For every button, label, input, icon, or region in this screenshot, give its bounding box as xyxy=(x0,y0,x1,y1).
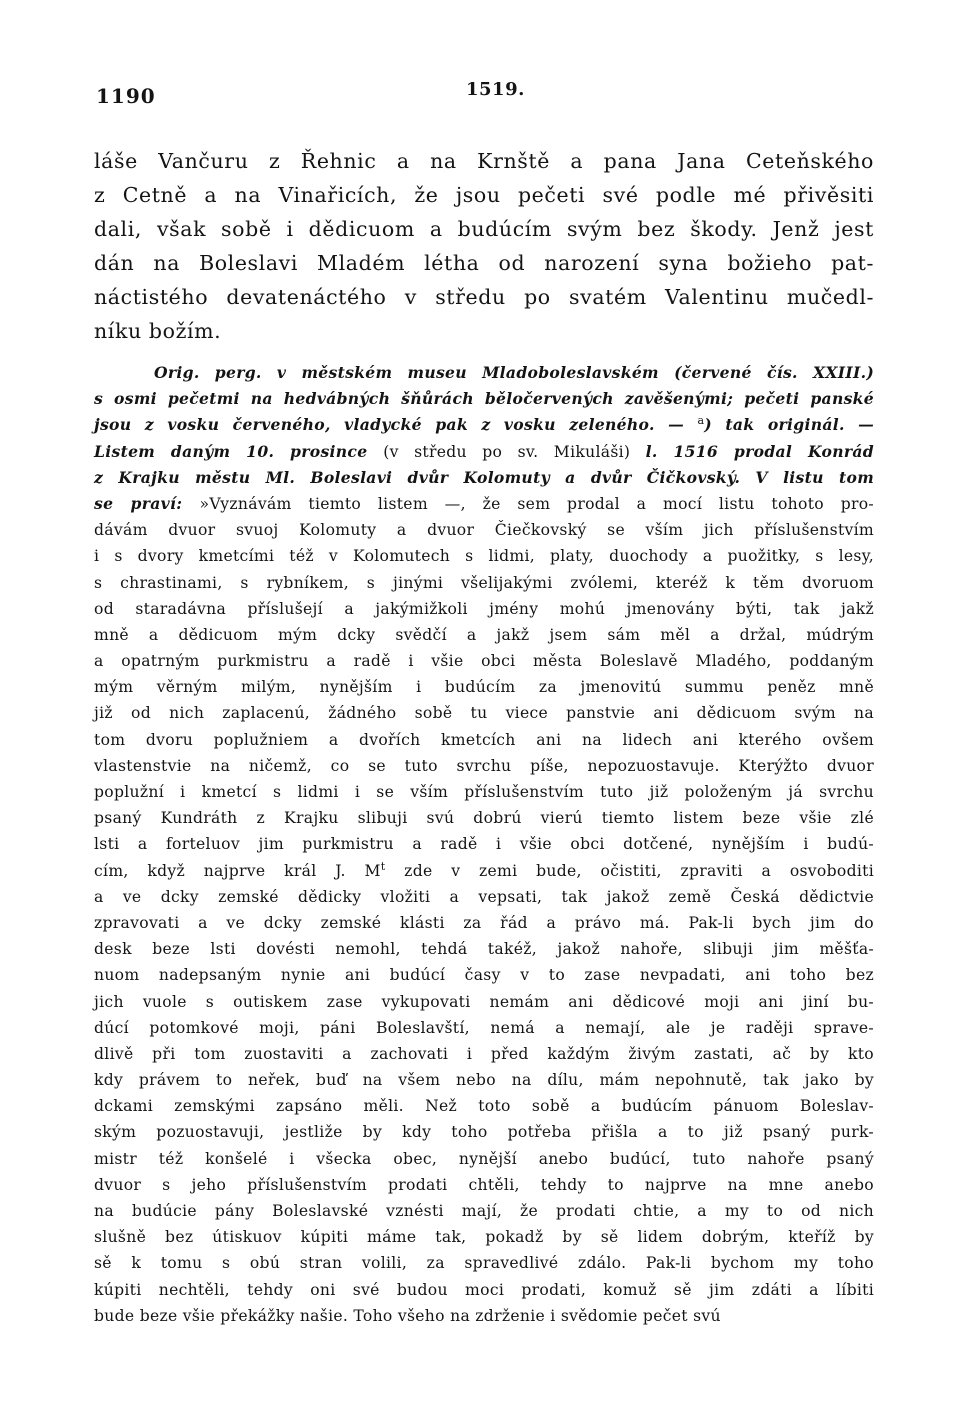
note-text: lsti a forteluov jim purkmistru a radě i všie obci dotčené, nynějším i budú- xyxy=(94,835,874,854)
note-line xyxy=(94,727,874,753)
note-line xyxy=(94,700,874,726)
note-text: sě k tomu s obú stran volili, za spravedlivé zdálo. Pak-li bychom my toho xyxy=(94,1254,874,1273)
note-line xyxy=(94,596,874,622)
text-line: náctistého devatenáctého v středu po svatém Valentinu mučedl- xyxy=(94,285,874,309)
note-text: dlivě při tom zuostaviti a zachovati i před každým živým zastati, ač by kto xyxy=(94,1044,874,1063)
note-text: na budúcie pány Boleslavské vznésti mají, že prodati chtie, a my to od nich xyxy=(94,1202,874,1220)
note-text: od staradávna příslušejí a jakýmižkoli jmény mohú jmenovány býti, tak jakž xyxy=(94,599,874,618)
editorial-notes xyxy=(94,360,874,1329)
note-text: dúcí potomkové moji, páni Boleslavští, nemá a nemají, ale je raději sprave- xyxy=(94,1018,874,1037)
italic-text: z Krajku městu Ml. Boleslavi dvůr Kolomuty a dvůr Čičkovský. V listu tom xyxy=(94,467,874,487)
note-line xyxy=(94,412,874,438)
note-line xyxy=(94,1093,874,1119)
note-line xyxy=(94,962,874,988)
note-text: dckami zemskými zapsáno měli. Než toto sobě a budúcím pánuom Boleslav- xyxy=(94,1097,874,1116)
note-line xyxy=(94,674,874,700)
superscript-text: t xyxy=(380,859,386,873)
note-line xyxy=(94,1119,874,1145)
note-line xyxy=(94,989,874,1015)
note-line xyxy=(94,1224,874,1250)
note-text: s chrastinami, s rybníkem, s jinými všelijakými zvólemi, kteréž k těm dvoruom xyxy=(94,573,874,592)
note-text: slušně bez útiskuov kúpiti máme tak, pokadž by sě lidem dobrým, kteříž by xyxy=(94,1228,874,1247)
note-line xyxy=(94,491,874,517)
note-line xyxy=(94,543,874,569)
note-text: poplužní i kmetcí s lidmi i se vším příslušenstvím tuto již položeným já svrchu xyxy=(94,783,874,801)
note-text: a ve dcky zemské dědicky vložiti a vepsati, tak jakož země Česká dědictvie xyxy=(94,887,874,906)
note-line xyxy=(94,831,874,857)
italic-text: se praví: xyxy=(94,493,200,513)
italic-text: jsou z vosku červeného, vladycké pak z vosku zeleného. — xyxy=(94,415,698,435)
italic-text: s osmi pečetmi na hedvábných šňůrách běločervených zavěšenými; pečeti panské xyxy=(94,389,874,409)
note-text: dávám dvuor svuoj Kolomuty a dvuor Čiečkovský se vším jich příslušenstvím xyxy=(94,521,874,540)
note-line xyxy=(94,1146,874,1172)
text-line: níku božím. xyxy=(94,319,222,343)
note-text: (v středu po sv. Mikuláši) xyxy=(383,442,646,461)
text-line: dali, však sobě i dědicuom a budúcím svým bez škody. Jenž jest xyxy=(94,217,874,241)
page-header xyxy=(0,79,960,114)
note-text: dvuor s jeho příslušenstvím prodati chtěli, tehdy to najprve na mne anebo xyxy=(94,1175,874,1194)
note-text: zpravovati a ve dcky zemské klásti za řád a právo má. Pak-li bych jim do xyxy=(94,913,874,932)
note-text: kúpiti nechtěli, tehdy oni své budou moci prodati, komuž sě jim zdáti a líbiti xyxy=(94,1280,874,1299)
note-line xyxy=(94,1277,874,1303)
note-line xyxy=(94,753,874,779)
note-line xyxy=(94,648,874,674)
note-text: mně a dědicuom mým dcky svědčí a jakž jsem sám měl a držal, múdrým xyxy=(94,625,874,644)
note-text: nuom nadepsaným nynie ani budúcí časy v to zase nevpadati, ani toho bez xyxy=(94,966,874,985)
text-line: dán na Boleslavi Mladém létha od narození syna božieho pat- xyxy=(94,251,874,275)
italic-text: l. 1516 prodal Konrád xyxy=(645,441,874,461)
note-line xyxy=(94,805,874,831)
note-text: a opatrným purkmistru a radě i všie obci města Boleslavě Mladého, poddaným xyxy=(94,652,874,671)
charter-text-paragraph xyxy=(94,144,874,348)
note-line xyxy=(94,1067,874,1093)
note-text: již od nich zaplacenú, žádného sobě tu viece panstvie ani dědicuom svým na xyxy=(94,704,874,723)
page-number: 1190 xyxy=(96,84,156,108)
note-line xyxy=(94,1198,874,1224)
note-text: mým věrným milým, nynějším i budúcím za jmenovitú summu peněz mně xyxy=(94,678,874,697)
note-text: mistr též konšelé i všecka obec, nynější anebo budúcí, tuto nahoře psaný xyxy=(94,1149,874,1168)
note-line xyxy=(94,779,874,805)
note-text: zde v zemi bude, očistiti, zpraviti a osvoboditi xyxy=(385,861,874,880)
note-line xyxy=(94,1172,874,1198)
italic-text: ) tak originál. — xyxy=(704,415,875,435)
note-text: desk beze lsti dovésti nemohl, tehdá takéž, jakož nahoře, slibuji jim měšťa- xyxy=(94,940,874,959)
note-line xyxy=(94,910,874,936)
note-line xyxy=(94,1041,874,1067)
italic-text: Listem daným 10. prosince xyxy=(94,441,384,461)
note-line xyxy=(94,386,874,412)
year-heading: 1519. xyxy=(466,79,525,100)
note-line xyxy=(94,465,874,491)
note-line xyxy=(94,570,874,596)
note-line xyxy=(94,884,874,910)
superscript-text: a xyxy=(697,414,705,428)
note-line xyxy=(94,1015,874,1041)
note-text: ským pozuostavuji, jestliže by kdy toho potřeba přišla a to již psaný purk- xyxy=(94,1123,874,1142)
italic-text: Orig. perg. v městském museu Mladoboleslavském (červené čís. XXIII.) xyxy=(154,363,874,382)
note-text: vlastenstvie na ničemž, co se tuto svrchu píše, nepozuostavuje. Kterýžto dvuor xyxy=(94,756,874,775)
note-text: »Vyznávám tiemto listem —, že sem prodal a mocí listu tohoto pro- xyxy=(199,494,874,513)
note-text: kdy právem to neřek, buď na všem nebo na dílu, mám nepohnutě, tak jako by xyxy=(94,1071,874,1090)
note-text: i s dvory kmetcími též v Kolomutech s lidmi, platy, duochody a puožitky, s lesy, xyxy=(94,547,874,566)
text-line: láše Vančuru z Řehnic a na Krnště a pana Jana Ceteňského xyxy=(94,149,874,173)
note-line xyxy=(94,517,874,543)
note-line xyxy=(94,1250,874,1276)
note-line xyxy=(94,1303,874,1329)
note-line xyxy=(94,936,874,962)
note-text: bude beze všie překážky našie. Toho všeho na zdrženie i svědomie pečet svú xyxy=(94,1306,721,1325)
note-text: cím, když najprve král J. M xyxy=(94,861,381,880)
note-line xyxy=(94,622,874,648)
note-line xyxy=(94,360,874,386)
note-line xyxy=(94,858,874,884)
text-line: z Cetně a na Vinařicích, že jsou pečeti své podle mé přivěsiti xyxy=(94,183,874,207)
note-text: jich vuole s outiskem zase vykupovati nemám ani dědicové moji ani jiní bu- xyxy=(94,992,874,1011)
note-text: tom dvoru poplužniem a dvořích kmetcích ani na lidech ani kterého ovšem xyxy=(94,730,874,749)
note-text: psaný Kundráth z Krajku slibuji svú dobrú vierú tiemto listem beze všie zlé xyxy=(94,809,874,828)
note-line xyxy=(94,439,874,465)
